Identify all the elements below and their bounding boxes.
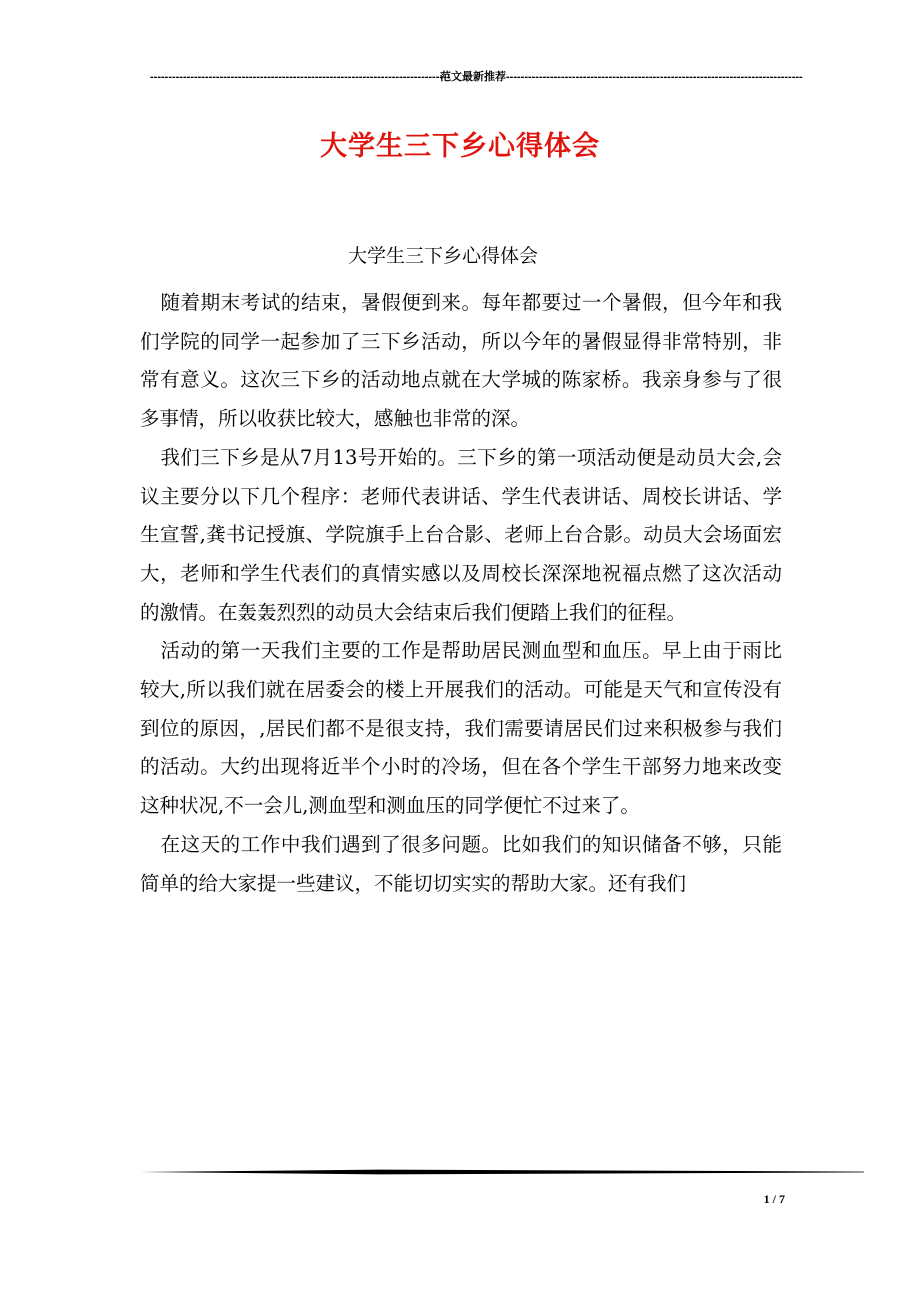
paragraph: 我们三下乡是从7月13号开始的。三下乡的第一项活动便是动员大会,会议主要分以下几个程序：老师代表讲话、学生代表讲话、周校长讲话、学生宣誓,龚书记授旗、学院旗手上台合影、老师上台合影。动员大会场面宏大，老师和学生代表们的真情实感以及周校长深深地祝福点燃了这次活动的激情。在轰轰烈烈的动员大会结束后我们便踏上我们的征程。 <box>140 445 782 624</box>
header-label: 范文最新推荐 <box>440 71 506 83</box>
paragraph: 在这天的工作中我们遇到了很多问题。比如我们的知识储备不够，只能简单的给大家提一些建议，不能切切实实的帮助大家。还有我们 <box>140 832 782 895</box>
page-number: 1 / 7 <box>763 1192 785 1206</box>
document-title: 大学生三下乡心得体会 <box>320 131 600 162</box>
page-header <box>139 68 803 84</box>
paragraph: 随着期末考试的结束，暑假便到来。每年都要过一个暑假，但今年和我们学院的同学一起参加了三下乡活动，所以今年的暑假显得非常特别，非常有意义。这次三下乡的活动地点就在大学城的陈家桥。我亲身参与了很多事情，所以收获比较大，感触也非常的深。 <box>140 291 782 431</box>
header-dashes-left: ---------------------------------------------------------------------------------- <box>150 71 451 84</box>
paragraph: 活动的第一天我们主要的工作是帮助居民测血型和血压。早上由于雨比较大,所以我们就在居委会的楼上开展我们的活动。可能是天气和宣传没有到位的原因，,居民们都不是很支持，我们需要请居民们过来积极参与我们的活动。大约出现将近半个小时的冷场，但在各个学生干部努力地来改变这种状况,不一会儿,测血型和测血压的同学便忙不过来了。 <box>140 639 782 818</box>
document-body <box>140 284 782 903</box>
header-dashes-right: --------------------------------------------------------------------------------- <box>506 71 803 84</box>
document-subtitle: 大学生三下乡心得体会 <box>347 245 538 267</box>
footer-divider <box>140 1169 864 1175</box>
